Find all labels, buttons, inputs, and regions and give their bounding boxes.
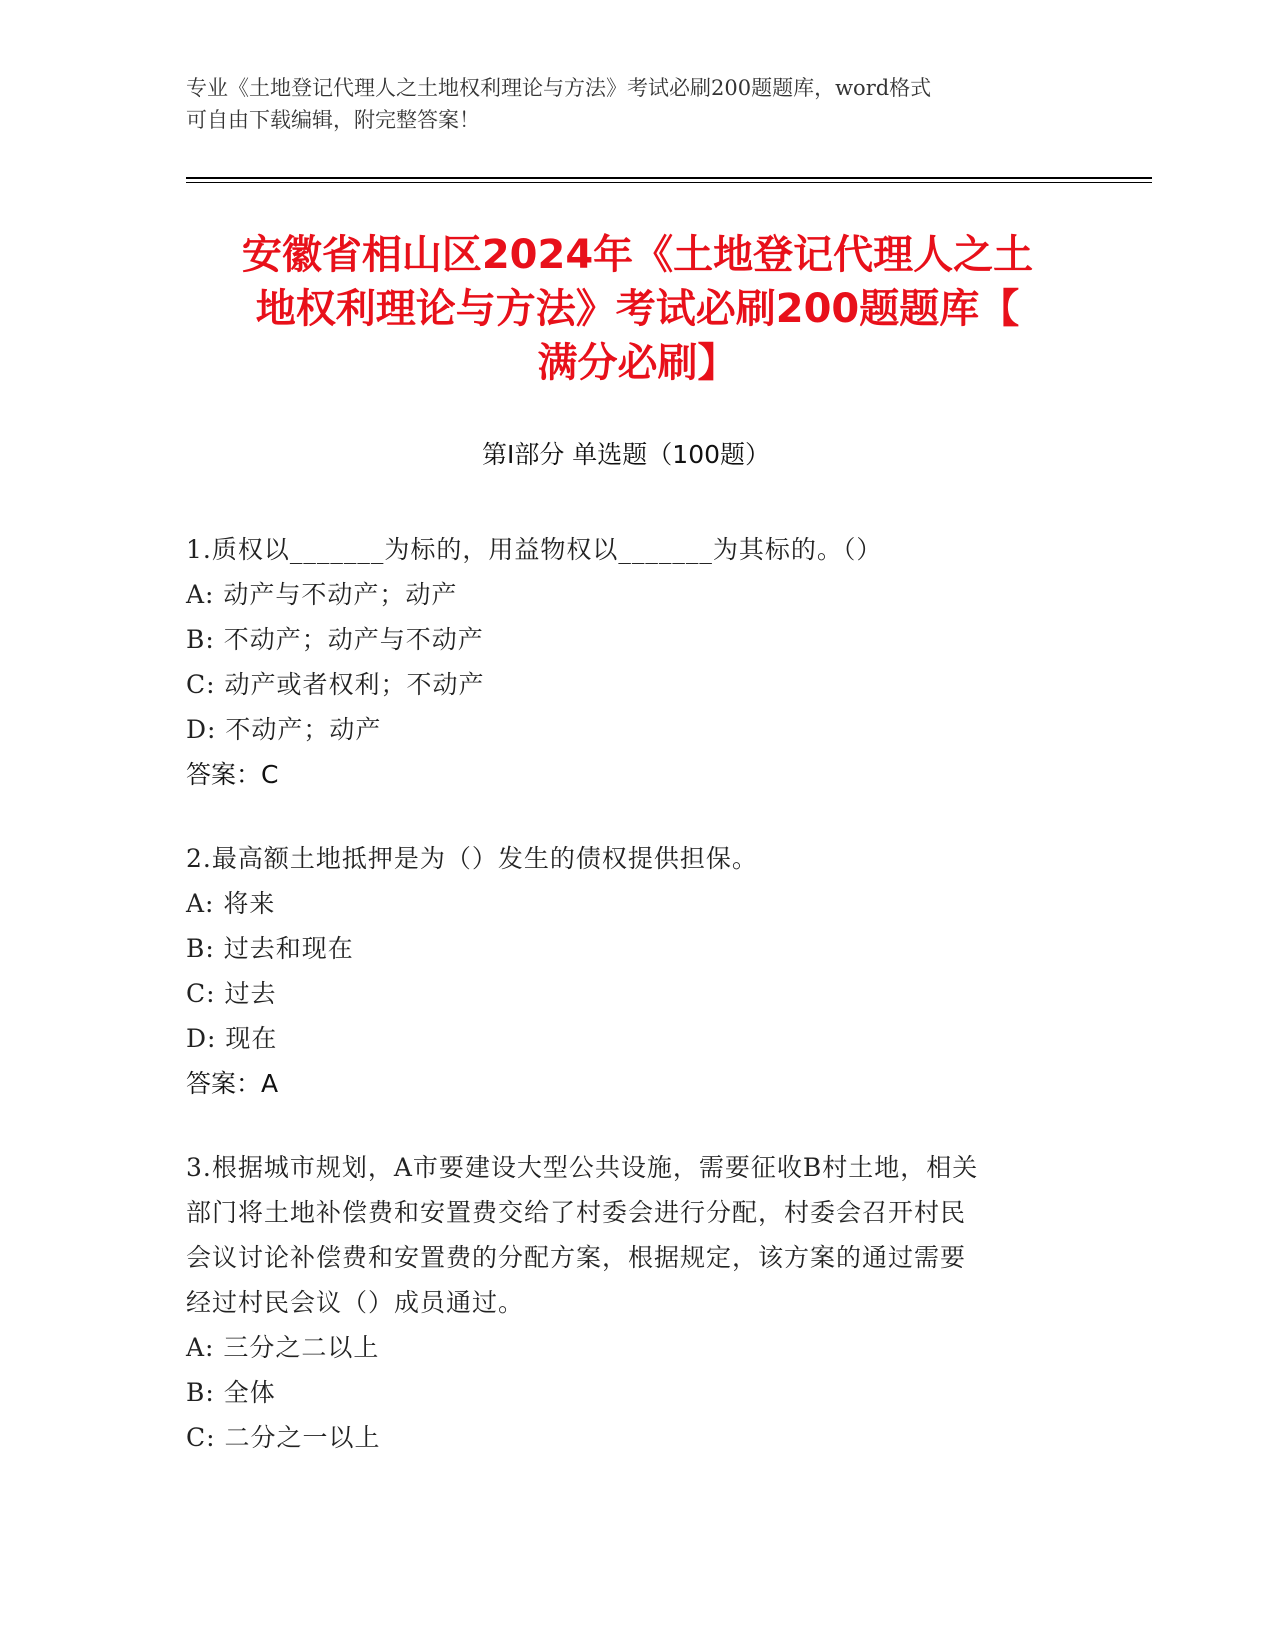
header-divider-thick bbox=[186, 177, 1152, 179]
option-b: B: 全体 bbox=[186, 1378, 276, 1407]
document-title bbox=[180, 228, 1095, 390]
document-title-line-3: 满分必刷】 bbox=[537, 340, 738, 386]
option-b: B: 过去和现在 bbox=[186, 934, 354, 963]
document-title-line-2: 地权利理论与方法》考试必刷200题题库【 bbox=[255, 286, 1020, 332]
question-3 bbox=[186, 1145, 1086, 1460]
document-title-line-1: 安徽省相山区2024年《土地登记代理人之土 bbox=[241, 232, 1034, 278]
question-1 bbox=[186, 527, 1086, 797]
option-b: B: 不动产；动产与不动产 bbox=[186, 625, 484, 654]
header-note-line-2: 可自由下载编辑，附完整答案！ bbox=[186, 108, 480, 132]
header-note bbox=[186, 72, 1066, 136]
question-stem-line-1: 3.根据城市规划，A市要建设大型公共设施，需要征收B村土地，相关 bbox=[186, 1153, 979, 1182]
question-stem: 1.质权以_______为标的，用益物权以_______为其标的。（） bbox=[186, 535, 883, 564]
header-divider-thin bbox=[186, 182, 1152, 183]
question-stem-line-3: 会议讨论补偿费和安置费的分配方案，根据规定，该方案的通过需要 bbox=[186, 1243, 967, 1272]
question-2 bbox=[186, 836, 1086, 1106]
option-d: D: 不动产；动产 bbox=[186, 715, 382, 744]
option-a: A: 三分之二以上 bbox=[186, 1333, 380, 1362]
option-a: A: 将来 bbox=[186, 889, 276, 918]
option-d: D: 现在 bbox=[186, 1024, 278, 1053]
question-stem-line-2: 部门将土地补偿费和安置费交给了村委会进行分配，村委会召开村民 bbox=[186, 1198, 967, 1227]
answer-line: 答案：A bbox=[186, 1069, 279, 1098]
question-list bbox=[186, 527, 1086, 1499]
option-c: C: 过去 bbox=[186, 979, 277, 1008]
question-stem: 2.最高额土地抵押是为（）发生的债权提供担保。 bbox=[186, 844, 758, 873]
section-heading: 第I部分 单选题（100题） bbox=[481, 440, 771, 469]
header-note-line-1: 专业《土地登记代理人之土地权利理论与方法》考试必刷200题题库，word格式 bbox=[186, 76, 932, 100]
answer-line: 答案：C bbox=[186, 760, 279, 789]
option-c: C: 动产或者权利；不动产 bbox=[186, 670, 485, 699]
option-a: A: 动产与不动产；动产 bbox=[186, 580, 458, 609]
question-stem-line-4: 经过村民会议（）成员通过。 bbox=[186, 1288, 525, 1317]
option-c: C: 二分之一以上 bbox=[186, 1423, 381, 1452]
